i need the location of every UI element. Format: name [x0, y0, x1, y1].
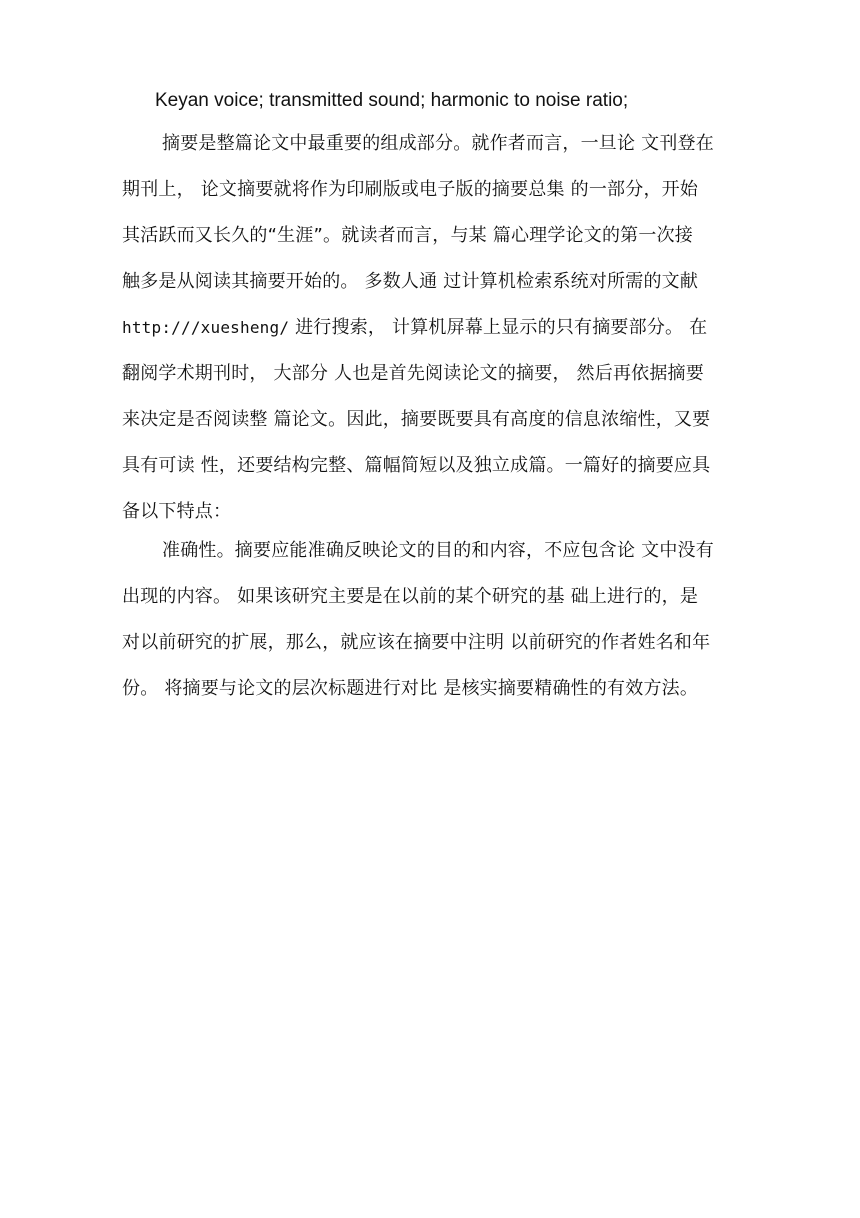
- accuracy-paragraph: [122, 528, 742, 712]
- paragraph-line: 来决定是否阅读整 篇论文。因此，摘要既要具有高度的信息浓缩性，又要: [122, 409, 711, 430]
- paragraph-line-text: 进行搜索， 计算机屏幕上显示的只有摘要部分。 在: [295, 317, 708, 338]
- paragraph-line: 其活跃而又长久的“生涯”。就读者而言，与某 篇心理学论文的第一次接: [122, 225, 693, 246]
- paragraph-line: 期刊上， 论文摘要就将作为印刷版或电子版的摘要总集 的一部分，开始: [122, 179, 699, 200]
- paragraph-line: 具有可读 性，还要结构完整、篇幅简短以及独立成篇。一篇好的摘要应具: [122, 455, 711, 476]
- paragraph-line-with-url: [122, 305, 742, 351]
- paragraph-line: 对以前研究的扩展，那么，就应该在摘要中注明 以前研究的作者姓名和年: [122, 632, 711, 653]
- url-text: http:///xuesheng/: [122, 318, 290, 337]
- paragraph-line: 出现的内容。 如果该研究主要是在以前的某个研究的基 础上进行的，是: [122, 586, 699, 607]
- paragraph-line: 翻阅学术期刊时， 大部分 人也是首先阅读论文的摘要， 然后再依据摘要: [122, 363, 704, 384]
- paragraph-line: 份。 将摘要与论文的层次标题进行对比 是核实摘要精确性的有效方法。: [122, 678, 699, 699]
- paragraph-line: 备以下特点：: [122, 501, 232, 522]
- abstract-paragraph: [122, 121, 742, 535]
- paragraph-line: 准确性。摘要应能准确反映论文的目的和内容，不应包含论 文中没有: [162, 540, 714, 561]
- paragraph-line: 触多是从阅读其摘要开始的。 多数人通 过计算机检索系统对所需的文献: [122, 271, 699, 292]
- keywords-line: Keyan voice; transmitted sound; harmonic to noise ratio;: [155, 90, 629, 111]
- paragraph-line: 摘要是整篇论文中最重要的组成部分。就作者而言，一旦论 文刊登在: [162, 133, 714, 154]
